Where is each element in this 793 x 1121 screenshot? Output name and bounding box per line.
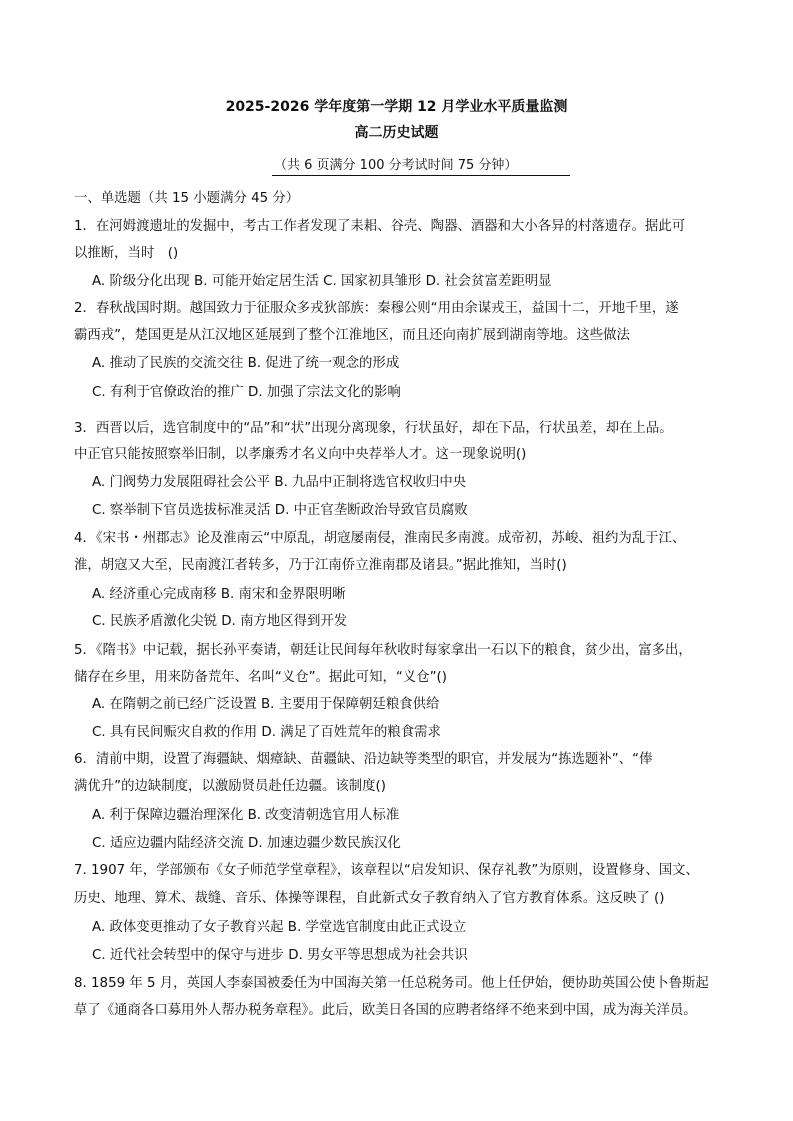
question-2-options-line-2: C. 有利于官僚政治的推广 D. 加强了宗法文化的影响: [92, 385, 401, 400]
question-8-stem-line-2: 草了《通商各口募用外人帮办税务章程》。此后，欧美日各国的应聘者络绎不绝来到中国，成为海关洋员。: [74, 1003, 697, 1018]
question-7-options-line-1: A. 政体变更推动了女子教育兴起 B. 学堂选官制度由此正式设立: [92, 920, 467, 935]
exam-info: （共 6 页满分 100 分考试时间 75 分钟）: [272, 154, 570, 176]
question-6-options-line-2: C. 适应边疆内陆经济交流 D. 加速边疆少数民族汉化: [92, 836, 401, 851]
question-3-options-line-2: C. 察举制下官员选拔标准灵活 D. 中正官垄断政治导致官员腐败: [92, 503, 468, 518]
question-6-stem-line-1: 6．清前中期，设置了海疆缺、烟瘴缺、苗疆缺、沿边缺等类型的职官，并发展为“拣选题补”、“俸: [74, 752, 653, 767]
question-2-options-line-1: A. 推动了民族的交流交往 B. 促进了统一观念的形成: [92, 356, 400, 371]
question-5-stem-line-2: 储存在乡里，用来防备荒年、名叫“义仓”。据此可知，“义仓”(): [74, 670, 447, 685]
question-6-options-line-1: A. 利于保障边疆治理深化 B. 改变清朝选官用人标准: [92, 808, 400, 823]
question-3-stem-line-2: 中正官只能按照察举旧制，以孝廉秀才名义向中央荐举人才。这一现象说明(): [74, 447, 527, 462]
question-1-options: A. 阶级分化出现 B. 可能开始定居生活 C. 国家初具雏形 D. 社会贫富差距明显: [92, 274, 552, 289]
question-7-stem-line-1: 7. 1907 年，学部颁布《女子师范学堂章程》，该章程以“启发知识、保存礼教”为原则，设置修身、国文、: [74, 863, 699, 878]
question-6-stem-line-2: 满优升”的边缺制度，以激励贤员赴任边疆。该制度(): [74, 779, 386, 794]
question-8-stem-line-1: 8. 1859 年 5 月，英国人李泰国被委任为中国海关第一任总税务司。他上任伊始，便协助英国公使卜鲁斯起: [74, 976, 709, 991]
question-5-stem-line-1: 5．《隋书》中记载，据长孙平奏请，朝廷让民间每年秋收时每家拿出一石以下的粮食，贫少出，富多出，: [74, 643, 692, 658]
exam-title: 2025-2026 学年度第一学期 12 月学业水平质量监测: [225, 99, 568, 115]
question-7-options-line-2: C. 近代社会转型中的保守与进步 D. 男女平等思想成为社会共识: [92, 948, 468, 963]
question-1-stem-line-2: 以推断，当时 (): [74, 246, 179, 261]
question-2-stem-line-2: 霸西戎”，楚国更是从江汉地区延展到了整个江淮地区，而且还向南扩展到湖南等地。这些做法: [74, 328, 630, 343]
question-3-options-line-1: A. 门阀势力发展阻碍社会公平 B. 九品中正制将选官权收归中央: [92, 475, 467, 490]
question-1-stem-line-1: 1．在河姆渡遗址的发掘中，考古工作者发现了耒耜、谷壳、陶器、酒器和大小各异的村落遗存。据此可: [74, 219, 686, 234]
exam-subtitle: 高二历史试题: [354, 125, 439, 141]
question-5-options-line-1: A. 在隋朝之前已经广泛设置 B. 主要用于保障朝廷粮食供给: [92, 697, 440, 712]
question-3-stem-line-1: 3．西晋以后，选官制度中的“品”和“状”出现分离现象，行状虽好，却在下品，行状虽差，却在上品。: [74, 421, 673, 436]
question-4-stem-line-1: 4．《宋书・州郡志》论及淮南云“中原乱，胡寇屡南侵，淮南民多南渡。成帝初，苏峻、祖约为乱于江、: [74, 531, 686, 546]
question-4-options-line-1: A. 经济重心完成南移 B. 南宋和金界限明晰: [92, 587, 346, 602]
question-5-options-line-2: C. 具有民间赈灾自救的作用 D. 满足了百姓荒年的粮食需求: [92, 725, 441, 740]
section-heading: 一、单选题（共 15 小题满分 45 分）: [74, 191, 300, 206]
question-4-stem-line-2: 淮，胡寇又大至，民南渡江者转多，乃于江南侨立淮南郡及诸县。”据此推知，当时(): [74, 558, 567, 573]
question-2-stem-line-1: 2．春秋战国时期。越国致力于征服众多戎狄部族：秦穆公则“用由余谋戎王，益国十二，开地千里，遂: [74, 301, 679, 316]
question-7-stem-line-2: 历史、地理、算术、裁缝、音乐、体操等课程，自此新式女子教育纳入了官方教育体系。这反映了 (): [74, 891, 665, 906]
question-4-options-line-2: C. 民族矛盾激化尖锐 D. 南方地区得到开发: [92, 614, 348, 629]
